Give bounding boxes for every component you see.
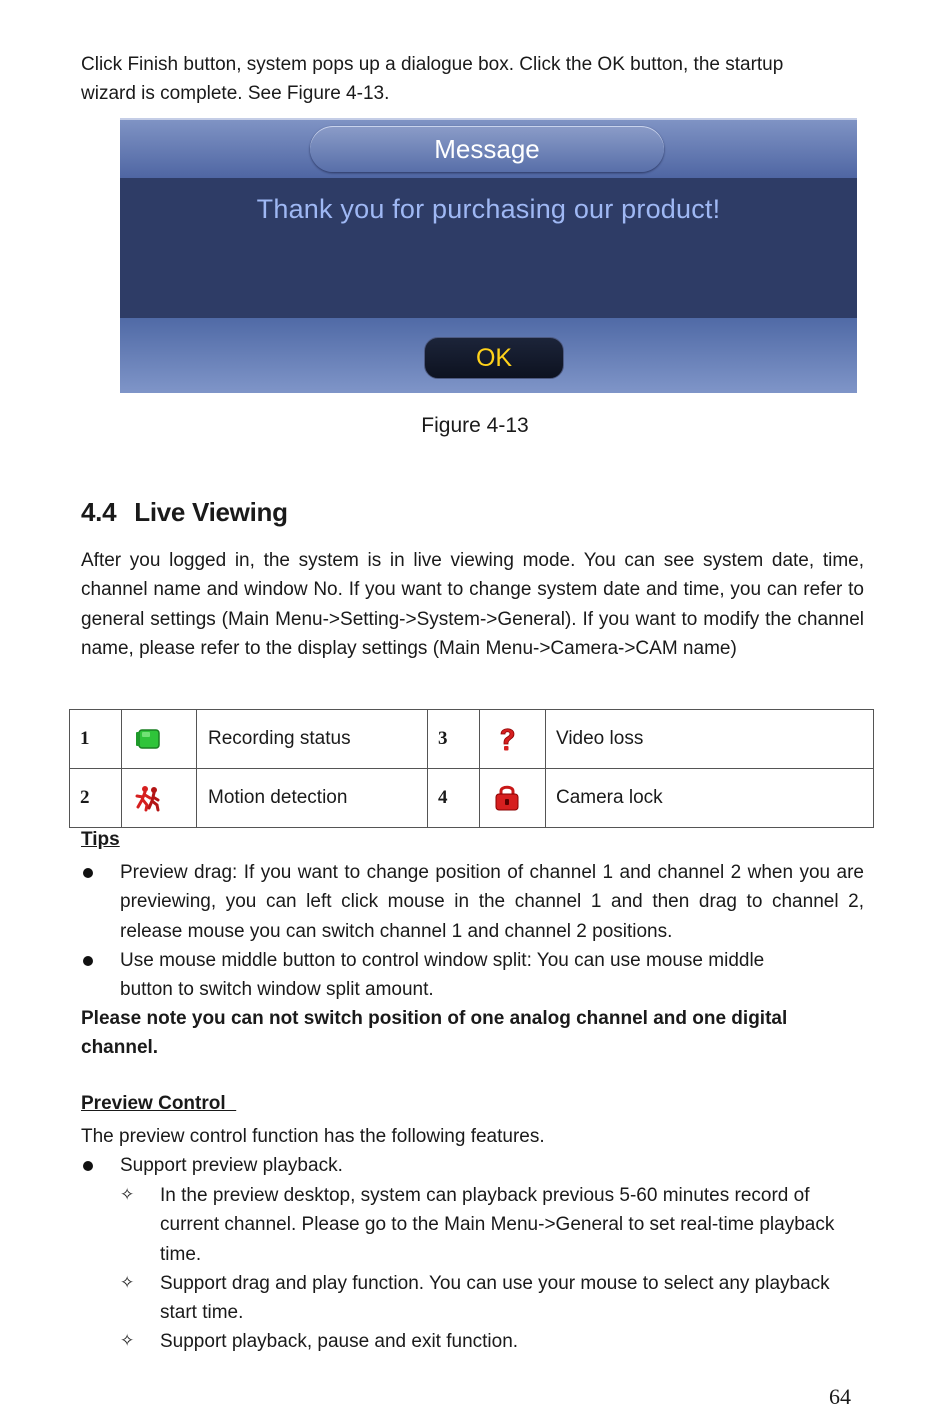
icon-legend-table: [69, 709, 874, 828]
intro-paragraph: Click Finish button, system pops up a dialogue box. Click the OK button, the startup wizard is complete. See Figure 4-13.: [81, 54, 784, 105]
dialog-title-bar: [120, 118, 857, 178]
diamond-bullet-icon: ✧: [120, 1331, 135, 1351]
section-number: 4.4: [81, 497, 117, 527]
tip-item: [81, 858, 864, 946]
preview-control-label: Preview Control: [81, 1093, 237, 1114]
motion-detection-icon: [134, 783, 164, 813]
dialog-title: Message: [310, 126, 664, 172]
section-title: Live Viewing: [134, 497, 288, 527]
video-loss-icon: [492, 724, 522, 754]
ok-button[interactable]: OK: [424, 337, 564, 379]
tip-text: Use mouse middle button to control window split: You can use mouse middle button to switch window split amount.: [120, 950, 765, 1001]
icon-label: Motion detection: [197, 769, 428, 828]
row-number: 2: [70, 769, 122, 828]
feature-item: [81, 1151, 864, 1180]
sub-feature-text: Support drag and play function. You can use your mouse to select any playback start time.: [160, 1273, 830, 1324]
page-number: 64: [829, 1384, 851, 1409]
row-number: 4: [428, 769, 480, 828]
icon-label: Camera lock: [546, 769, 874, 828]
diamond-bullet-icon: ✧: [120, 1185, 135, 1205]
figure-caption: Figure 4-13: [421, 414, 529, 437]
row-number: 1: [70, 710, 122, 769]
dialog-body: [120, 178, 857, 318]
recording-status-icon: [134, 724, 164, 754]
sub-feature-item: [120, 1269, 840, 1328]
figure-message-dialog: [120, 118, 857, 393]
live-viewing-paragraph: After you logged in, the system is in live viewing mode. You can see system date, time, channel name and window No. If you want to change system date and time, you can refer to general settings (Main Menu->Setting->System->General). If you want to modify the channel name, please refer to the display settings (Main Menu->Camera->CAM name): [81, 550, 864, 659]
tips-label: Tips: [81, 829, 120, 850]
preview-control-intro: The preview control function has the following features.: [81, 1126, 545, 1147]
diamond-bullet-icon: ✧: [120, 1273, 135, 1293]
sub-feature-text: In the preview desktop, system can playback previous 5-60 minutes record of current channel. Please go to the Main Menu->General to set real-time playback time.: [160, 1185, 835, 1265]
sub-feature-item: [120, 1327, 840, 1356]
table-row: [70, 769, 874, 828]
camera-lock-icon: [492, 783, 522, 813]
section-heading: [81, 497, 288, 528]
dialog-message: Thank you for purchasing our product!: [256, 194, 721, 224]
icon-label: Video loss: [546, 710, 874, 769]
feature-text: Support preview playback.: [120, 1155, 343, 1176]
icon-label: Recording status: [197, 710, 428, 769]
sub-feature-text: Support playback, pause and exit function.: [160, 1331, 519, 1352]
row-number: 3: [428, 710, 480, 769]
tip-text: Preview drag: If you want to change position of channel 1 and channel 2 when you are previewing, you can left click mouse in the channel 1 and then drag to channel 2, release mouse you can switch channel 1 and channel 2 positions.: [120, 862, 864, 942]
table-row: [70, 710, 874, 769]
note-text: Please note you can not switch position of one analog channel and one digital channel.: [81, 1008, 788, 1059]
dialog-footer: [120, 318, 857, 393]
sub-feature-item: [120, 1181, 840, 1269]
tip-item: [81, 946, 821, 1005]
